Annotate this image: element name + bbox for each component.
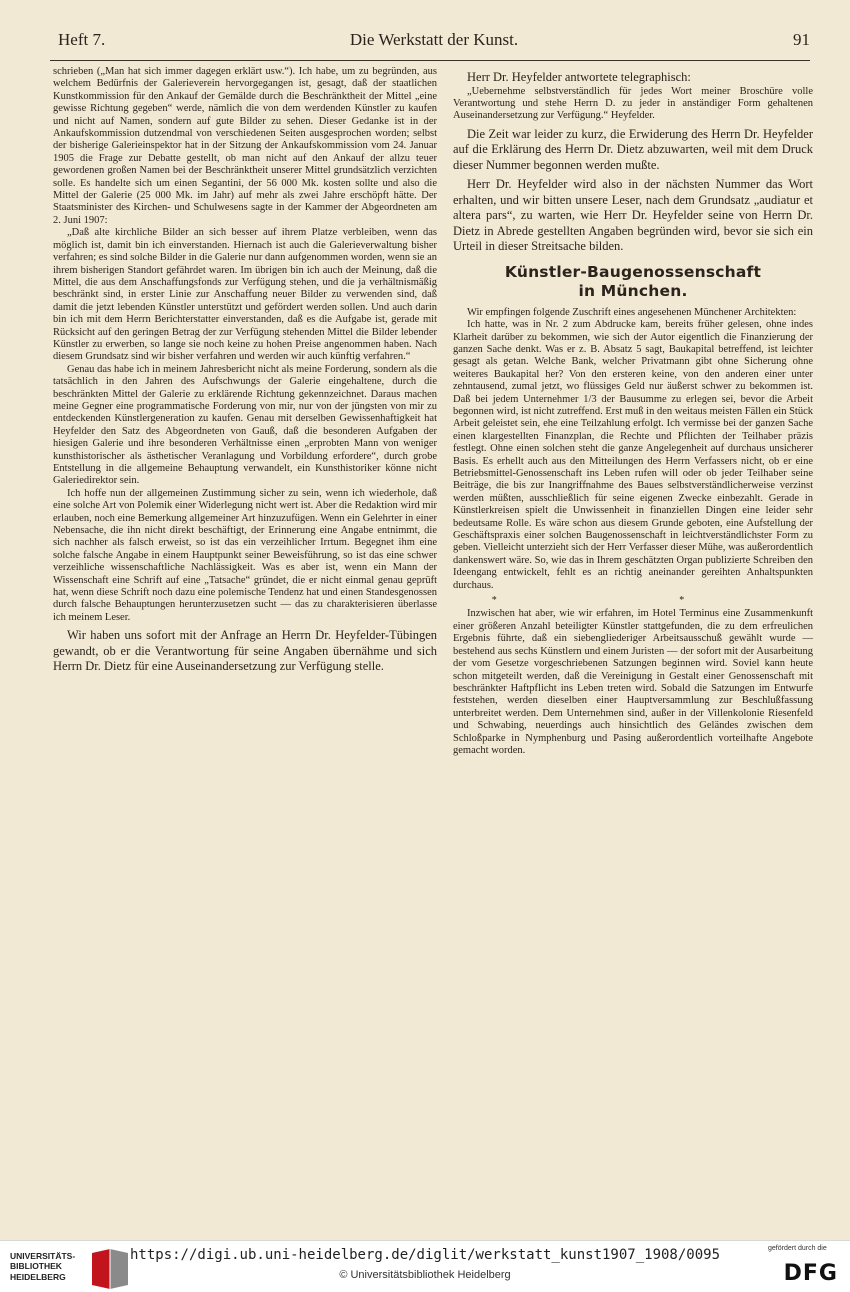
paragraph: Ich hatte, was in Nr. 2 zum Abdrucke kam, bereits früher gelesen, ohne indes Klarheit darüber zu bekommen, wie sich der Autor eigentlich die Finanzierung der ganzen Sache denkt. Was er z. B. Absatz 5 sagt, Baukapital betreffend, ist leichter gesagt als getan. Welche Bank, welcher Privatmann gibt ohne Sicherung ohne weiteres Baukapital her? Von den ersteren keine, von den anderen einer unter zehntausend, zumal jetzt, wo flüssiges Geld nur äußerst schwer zu bekommen ist. Daß bei jedem Unternehmer 1/3 der Bausumme zu erlegen sei, bevor die Arbeit begonnen wird, ist nicht zutreffend. Erst muß in den weitaus meisten Fällen ein Stück Arbeit geleistet sein, ehe eine Teilzahlung erfolgt. Ich vermisse bei der ganzen Sache einen klargestellten Finanzplan, die Rechte und Pflichten der Teilhaber präzis festlegt. Ohne einen solchen steht die ganze Angelegenheit auf durchaus unsicherer Basis. Es erhellt auch aus den Mitteilungen des Herrn Verfassers nicht, ob er eine Betriebsmittel-Genossenschaft ins Leben rufen will oder ob jeder Teilhaber seine Beiträge, die bis zur Inangriffnahme des Baues selbstverständlicherweise verzinst werden müßten, ausschließlich für seine eigenen Zwecke einbezahlt. Gerade in Künstlerkreisen spielt die Unwissenheit in finanziellen Dingen eine leider sehr bedeutsame Rolle. Es wäre schon aus diesem Grunde geboten, eine Aufstellung der Geschäftspraxis einer solchen Baugenossenschaft in leichtverständlichster Form zu geben. Vielleicht unterzieht sich der Herr Verfasser dieser Mühe, was außerordentlich dankenswert wäre. So, wie das in Ihrem geschätzten Organ publizierte Schreiben den Ideengang entwickelt, fehlt es an richtig aneinander gereihten Anhaltspunkten durchaus. [453, 319, 813, 591]
paragraph: „Uebernehme selbstverständlich für jedes Wort meiner Broschüre volle Verantwortung und stehe Herrn D. zu jeder in anständiger Form gehaltenen Auseinandersetzung zur Verfügung.“ Heyfelder. [453, 85, 813, 122]
issue-number: Heft 7. [58, 30, 106, 49]
paragraph: Inzwischen hat aber, wie wir erfahren, im Hotel Terminus eine Zusammenkunft einer größeren Anzahl beteiligter Künstler stattgefunden, die zu dem erfreulichen Ergebnis führte, daß ein siebengliederiger Arbeitsausschuß gewählt wurde — bestehend aus sechs Künstlern und einem Juristen — der sofort mit der Ausarbeitung der vom Gesetze vorgeschriebenen Satzungen beginnen wird. Soviel kann heute schon mitgeteilt werden, daß die Vereinigung in Gestalt einer Genossenschaft mit beschränkter Haftpflicht ins Leben treten wird. Sobald die Satzungen im Entwurfe feststehen, werden dieselben einer Hauptversammlung zur Beschlußfassung unterbreitet werden. Dem Unternehmen sind, außer in der Villenkolonie Riesenfeld und Schwabing, neuerdings auch hinsichtlich des Geländes zwischen dem Schloßparke in Nymphenburg und Pasing außerordentlich vorteilhafte Angebote gemacht worden. [453, 608, 813, 756]
running-head [58, 30, 810, 56]
paragraph: Wir empfingen folgende Zuschrift eines angesehenen Münchener Architekten: [467, 306, 797, 318]
paragraph: Wir haben uns sofort mit der Anfrage an Herrn Dr. Heyfelder-Tübingen gewandt, ob er die Verantwortung für seine Angaben übernähme und sich Herrn Dr. Dietz für eine Auseinandersetzung zur Verfügung stelle. [53, 628, 437, 674]
paragraph: „Daß alte kirchliche Bilder an sich besser auf ihrem Platze verbleiben, wenn das möglich ist, damit bin ich einverstanden. Hiernach ist auch die Galerieverwaltung bisher verfahren; es sind solche Bilder in die Galerie nur dann aufgenommen worden, wenn sie an ihrem bisherigen Standort gefährdet waren. Im übrigen bin ich auch der Meinung, daß die Mittel, die aus dem Anschaffungsfonds zur Verfügung stehen, und die ja verhältnismäßig beschränkt sind, in erster Linie zur Anschaffung neuer Bilder zu verwenden sind, daß damit die jetzt lebenden Künstler unterstützt und gefördert werden sollen. Und auch darin bin ich mit dem Herrn Berichterstatter einverstanden, daß es die Aufgabe ist, gerade mit Rücksicht auf den geringen Betrag der zur Verfügung stehenden Mittel die Bilder lebender Künstler zu erwerben, so lange sie noch keine zu hohen Preise angenommen haben. Nach diesem Grundsatz sind wir bisher verfahren und werden wir auch künftig verfahren.“ [53, 227, 437, 363]
funder-note: gefördert durch die [768, 1245, 827, 1252]
funder-block[interactable] [768, 1245, 838, 1289]
section-heading [453, 263, 813, 301]
page-number: 91 [793, 30, 810, 49]
paragraph: Herr Dr. Heyfelder antwortete telegraphisch: [467, 70, 691, 84]
section-divider-stars: * * [491, 595, 775, 607]
paragraph: schrieben („Man hat sich immer dagegen erklärt usw.“). Ich habe, um zu begründen, aus welchem Bedürfnis der Galerieverein hervorgegangen ist, gesagt, daß der staatlichen Kunstkommission für den Ankauf der Gemälde durch die Beschränktheit der Mittel „eine gewisse Richtung gegeben“ werde, nämlich die von dem werdenden Künstler zu kaufen und nicht auf Namen, sondern auf gute Bilder zu sehen. Dieser Gedanke ist in der Ankaufskommission dutzendmal von verschiedenen Seiten ausgesprochen worden; selbst der bisherige Galerieinspektor hat in der Sitzung der Ankaufskommission vom 24. Januar 1905 die Frage zur Debatte gestellt, ob man nicht auf den Ankauf der allzu teuer gewordenen großen Namen bei der Beschränktheit unserer Mittel grundsätzlich verzichten solle. Es handelte sich um einen Segantini, der 56 000 Mk. kosten sollte und also die Mittel der Galerie (25 000 Mk. im Jahr) auf mehr als zwei Jahre erschöpft hätte. Der Staatsminister des Kirchen- und Schulwesens sagte in der Kammer der Abgeordneten am 2. Juni 1907: [53, 66, 437, 226]
paragraph: Genau das habe ich in meinem Jahresbericht nicht als meine Forderung, sondern als die tatsächlich in den Jahren des Aufschwungs der Galerie eingehaltene, durch die beschränkten Mittel der Galerie zu erklärende Richtung gekennzeichnet. Daraus machen meine Gegner eine programmatische Forderung von mir, nur von der jüngsten von mir zu entdeckenden Künstlergeneration zu kaufen. Genau mit derselben Gewissenhaftigkeit hat Heyfelder den Satz des Abgeordneten von Gauß, daß die besonderen Aufgaben der hiesigen Galerie und ihre besonderen Verhältnisse einen „erprobten Mann von weniger kunsthistorischer als ästhetischer Veranlagung und Vorbildung erfordere“, durch grobe Entstellung in die allgemeine Behauptung verwandelt, ein Kunsthistoriker könne nicht Galeriedirektor sein. [53, 363, 437, 487]
viewer-footer [0, 1240, 850, 1292]
copyright-notice: © Universitätsbibliothek Heidelberg [339, 1269, 511, 1281]
library-name: UNIVERSITÄTS- BIBLIOTHEK HEIDELBERG [10, 1251, 76, 1282]
dfg-logo: DFG [783, 1261, 838, 1286]
paragraph: Herr Dr. Heyfelder wird also in der nächsten Nummer das Wort erhalten, und wir bitten unsere Leser, nach dem Grundsatz „audiatur et altera pars“, zu warten, wie Herr Dr. Heyfelder seine von Herrn Dr. Dietz in Abrede gestellten Angaben begründen wird, bevor sie sich ein Urteil in dieser Streitsache bilden. [453, 177, 813, 254]
header-rule [50, 60, 810, 61]
permalink-url[interactable]: https://digi.ub.uni-heidelberg.de/diglit/werkstatt_kunst1907_1908/0095 [129, 1247, 720, 1263]
left-column [53, 66, 437, 675]
section-heading-line: Künstler-Baugenossenschaft [504, 262, 762, 281]
section-heading-line: in München. [578, 281, 688, 300]
right-column [453, 66, 813, 757]
paragraph: Die Zeit war leider zu kurz, die Erwiderung des Herrn Dr. Heyfelder auf die Erklärung des Herrn Dr. Dietz abzuwarten, weil mit dem Druck dieser Nummer begonnen werden mußte. [453, 126, 813, 172]
journal-title: Die Werkstatt der Kunst. [349, 30, 519, 49]
paragraph: Ich hoffe nun der allgemeinen Zustimmung sicher zu sein, wenn ich wiederhole, daß eine solche Art von Polemik einer Widerlegung nicht wert ist. Aber die Redaktion wird mir erlauben, noch eine Bemerkung allgemeiner Art hinzuzufügen. Wenn ein Gelehrter in einer Nebensache, die ihn nicht direkt beschäftigt, der Erinnerung eine Angabe entnimmt, die sich nachher als falsch erweist, so ist das ein verzeihlicher Irrtum. Begegnet ihm eine solche falsche Angabe in einem Hauptpunkt seiner Beweisführung, so ist das eine schwer verzeihliche wissenschaftliche Nachlässigkeit. Was es aber ist, wenn ein Mann der Wissenschaft eine Schrift auf eine „Tatsache“ gründet, die er nicht einmal genau geprüft hat, wenn diese Schrift noch dazu eine polemische Tendenz hat und einen Standesgenossen durch falsche Behauptungen herunterzusetzen sucht — das zu charakterisieren überlasse ich meinem Leser. [53, 487, 437, 623]
